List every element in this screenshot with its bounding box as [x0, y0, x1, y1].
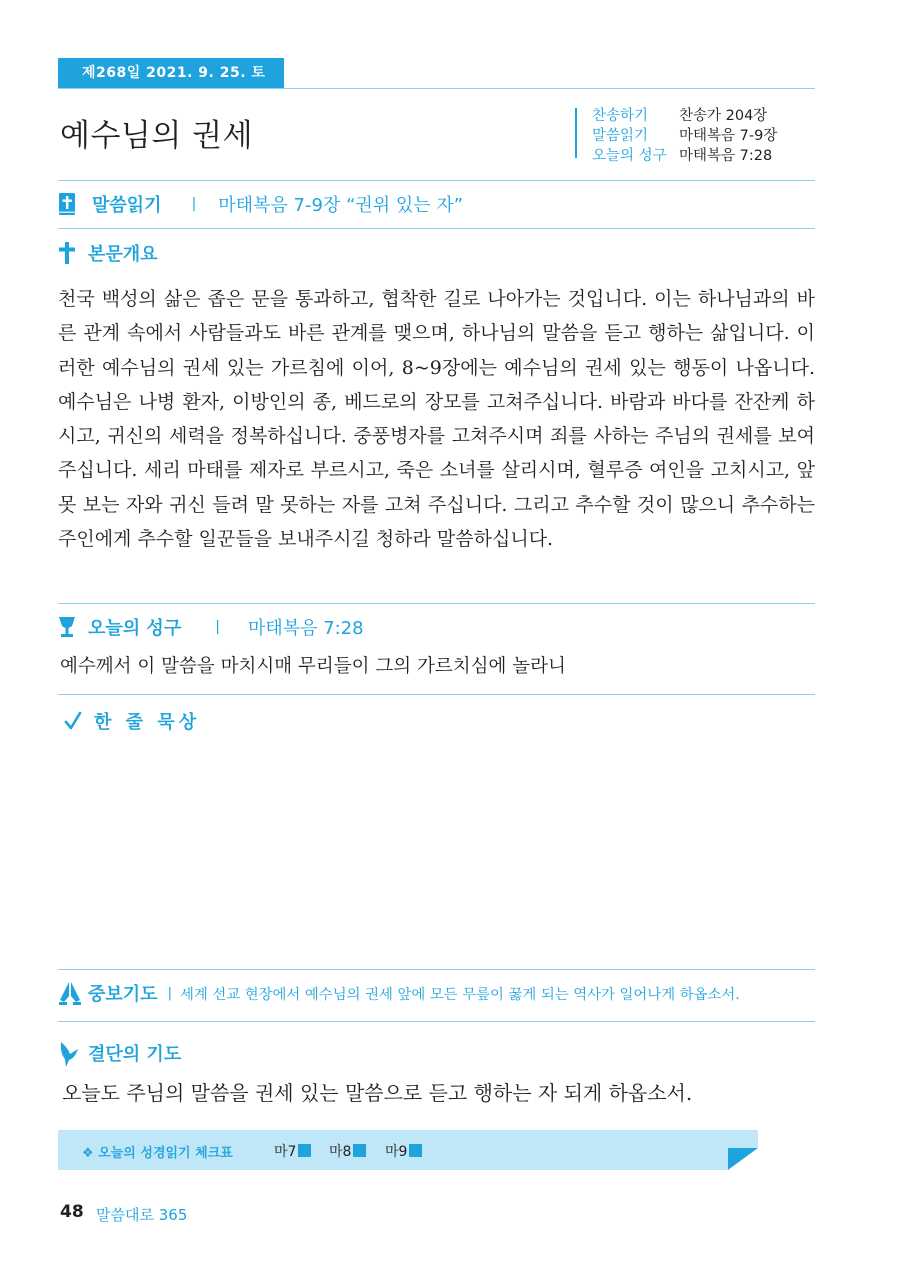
chalice-icon: [58, 615, 76, 639]
check-mark-icon: [64, 711, 82, 731]
checklist-item-mt9[interactable]: [385, 1141, 422, 1161]
reading-reference: 마태복음 7-9장 “권위 있는 자”: [218, 195, 464, 216]
page-title: 예수님의 권세: [60, 118, 254, 154]
date-tab: 제268일 2021. 9. 25. 토: [58, 58, 284, 88]
checklist-item-label: 마7: [274, 1144, 297, 1160]
rule: [58, 1021, 815, 1022]
intercession-text: 세계 선교 현장에서 예수님의 권세 앞에 모든 무릎이 꿇게 되는 역사가 일어나게 하옵소서.: [179, 986, 740, 1003]
reading-row: [58, 191, 463, 217]
summary-head: [58, 240, 158, 266]
rule: [58, 228, 815, 229]
checkbox[interactable]: [298, 1144, 311, 1157]
page-corner-fold-icon: [728, 1148, 758, 1170]
meta-key: 찬송하기: [592, 108, 649, 124]
decision-label: 결단의 기도: [88, 1044, 182, 1065]
rule: [58, 180, 815, 181]
intercession-label: 중보기도: [88, 984, 158, 1005]
meditation-writing-area[interactable]: [58, 740, 815, 965]
rule: [58, 969, 815, 970]
dove-icon: [58, 1038, 80, 1068]
page-number: 48: [60, 1202, 84, 1222]
summary-text: 천국 백성의 삶은 좁은 문을 통과하고, 협착한 길로 나아가는 것입니다. 이는 하나님과의 바른 관계 속에서 사람들과도 바른 관계를 맺으며, 하나님의 말씀을 듣고 행하는 삶입니다. 이러한 예수님의 권세 있는 가르침에 이어, 8~9장에는 예수님의 권세 있는 행동이 나옵니다. 예수님은 나병 환자, 이방인의 종, 베드로의 장모를 고쳐주십니다. 바람과 바다를 잔잔케 하시고, 귀신의 세력을 정복하십니다. 중풍병자를 고쳐주시며 죄를 사하는 주님의 권세를 보여주십니다. 세리 마태를 제자로 부르시고, 죽은 소녀를 살리시며, 혈루증 여인을 고치시고, 앞 못 보는 자와 귀신 들려 말 못하는 자를 고쳐 주십니다. 그리고 추수할 것이 많으니 추수하는 주인에게 추수할 일꾼들을 보내주시길 청하라 말씀하십니다.: [58, 288, 815, 551]
meta-value: 마태복음 7-9장: [679, 128, 778, 144]
meta-row-hymn: [592, 106, 777, 126]
meta-info: [592, 106, 777, 166]
checkbox[interactable]: [409, 1144, 422, 1157]
checklist-item-mt7[interactable]: [274, 1141, 311, 1161]
checklist-label: ❖ 오늘의 성경읽기 체크표: [82, 1146, 233, 1161]
checkbox[interactable]: [353, 1144, 366, 1157]
meta-value: 찬송가 204장: [679, 108, 768, 124]
verse-reference: 마태복음 7:28: [247, 618, 364, 639]
meta-key: 말씀읽기: [592, 128, 649, 144]
summary-label: 본문개요: [88, 244, 158, 265]
checklist-item-label: 마8: [329, 1144, 352, 1160]
meditation-head: [64, 708, 200, 734]
header-rule: [58, 88, 815, 89]
intercession-row: [58, 980, 740, 1006]
reading-separator: |: [191, 196, 197, 212]
rule: [58, 603, 815, 604]
intercession-separator: |: [167, 985, 172, 1001]
bible-icon: [58, 192, 76, 216]
meta-value: 마태복음 7:28: [679, 148, 773, 164]
verse-text: 예수께서 이 말씀을 마치시매 무리들이 그의 가르치심에 놀라니: [60, 656, 566, 677]
checklist-item-label: 마9: [385, 1144, 408, 1160]
decision-head: [58, 1038, 181, 1068]
meta-row-verse: [592, 146, 777, 166]
meta-divider: [575, 108, 577, 158]
meta-row-reading: [592, 126, 777, 146]
verse-label: 오늘의 성구: [88, 618, 182, 639]
cross-icon: [58, 241, 76, 265]
meta-key: 오늘의 성구: [592, 148, 667, 164]
verse-row: [58, 614, 364, 640]
praying-hands-icon: [58, 980, 82, 1006]
verse-separator: |: [215, 619, 220, 635]
decision-text: 오늘도 주님의 말씀을 권세 있는 말씀으로 듣고 행하는 자 되게 하옵소서.: [62, 1081, 693, 1105]
book-name: 말씀대로 365: [96, 1206, 188, 1224]
meditation-label: 한 줄 묵상: [94, 712, 201, 733]
reading-label: 말씀읽기: [92, 195, 162, 216]
checklist-item-mt8[interactable]: [329, 1141, 366, 1161]
rule: [58, 694, 815, 695]
